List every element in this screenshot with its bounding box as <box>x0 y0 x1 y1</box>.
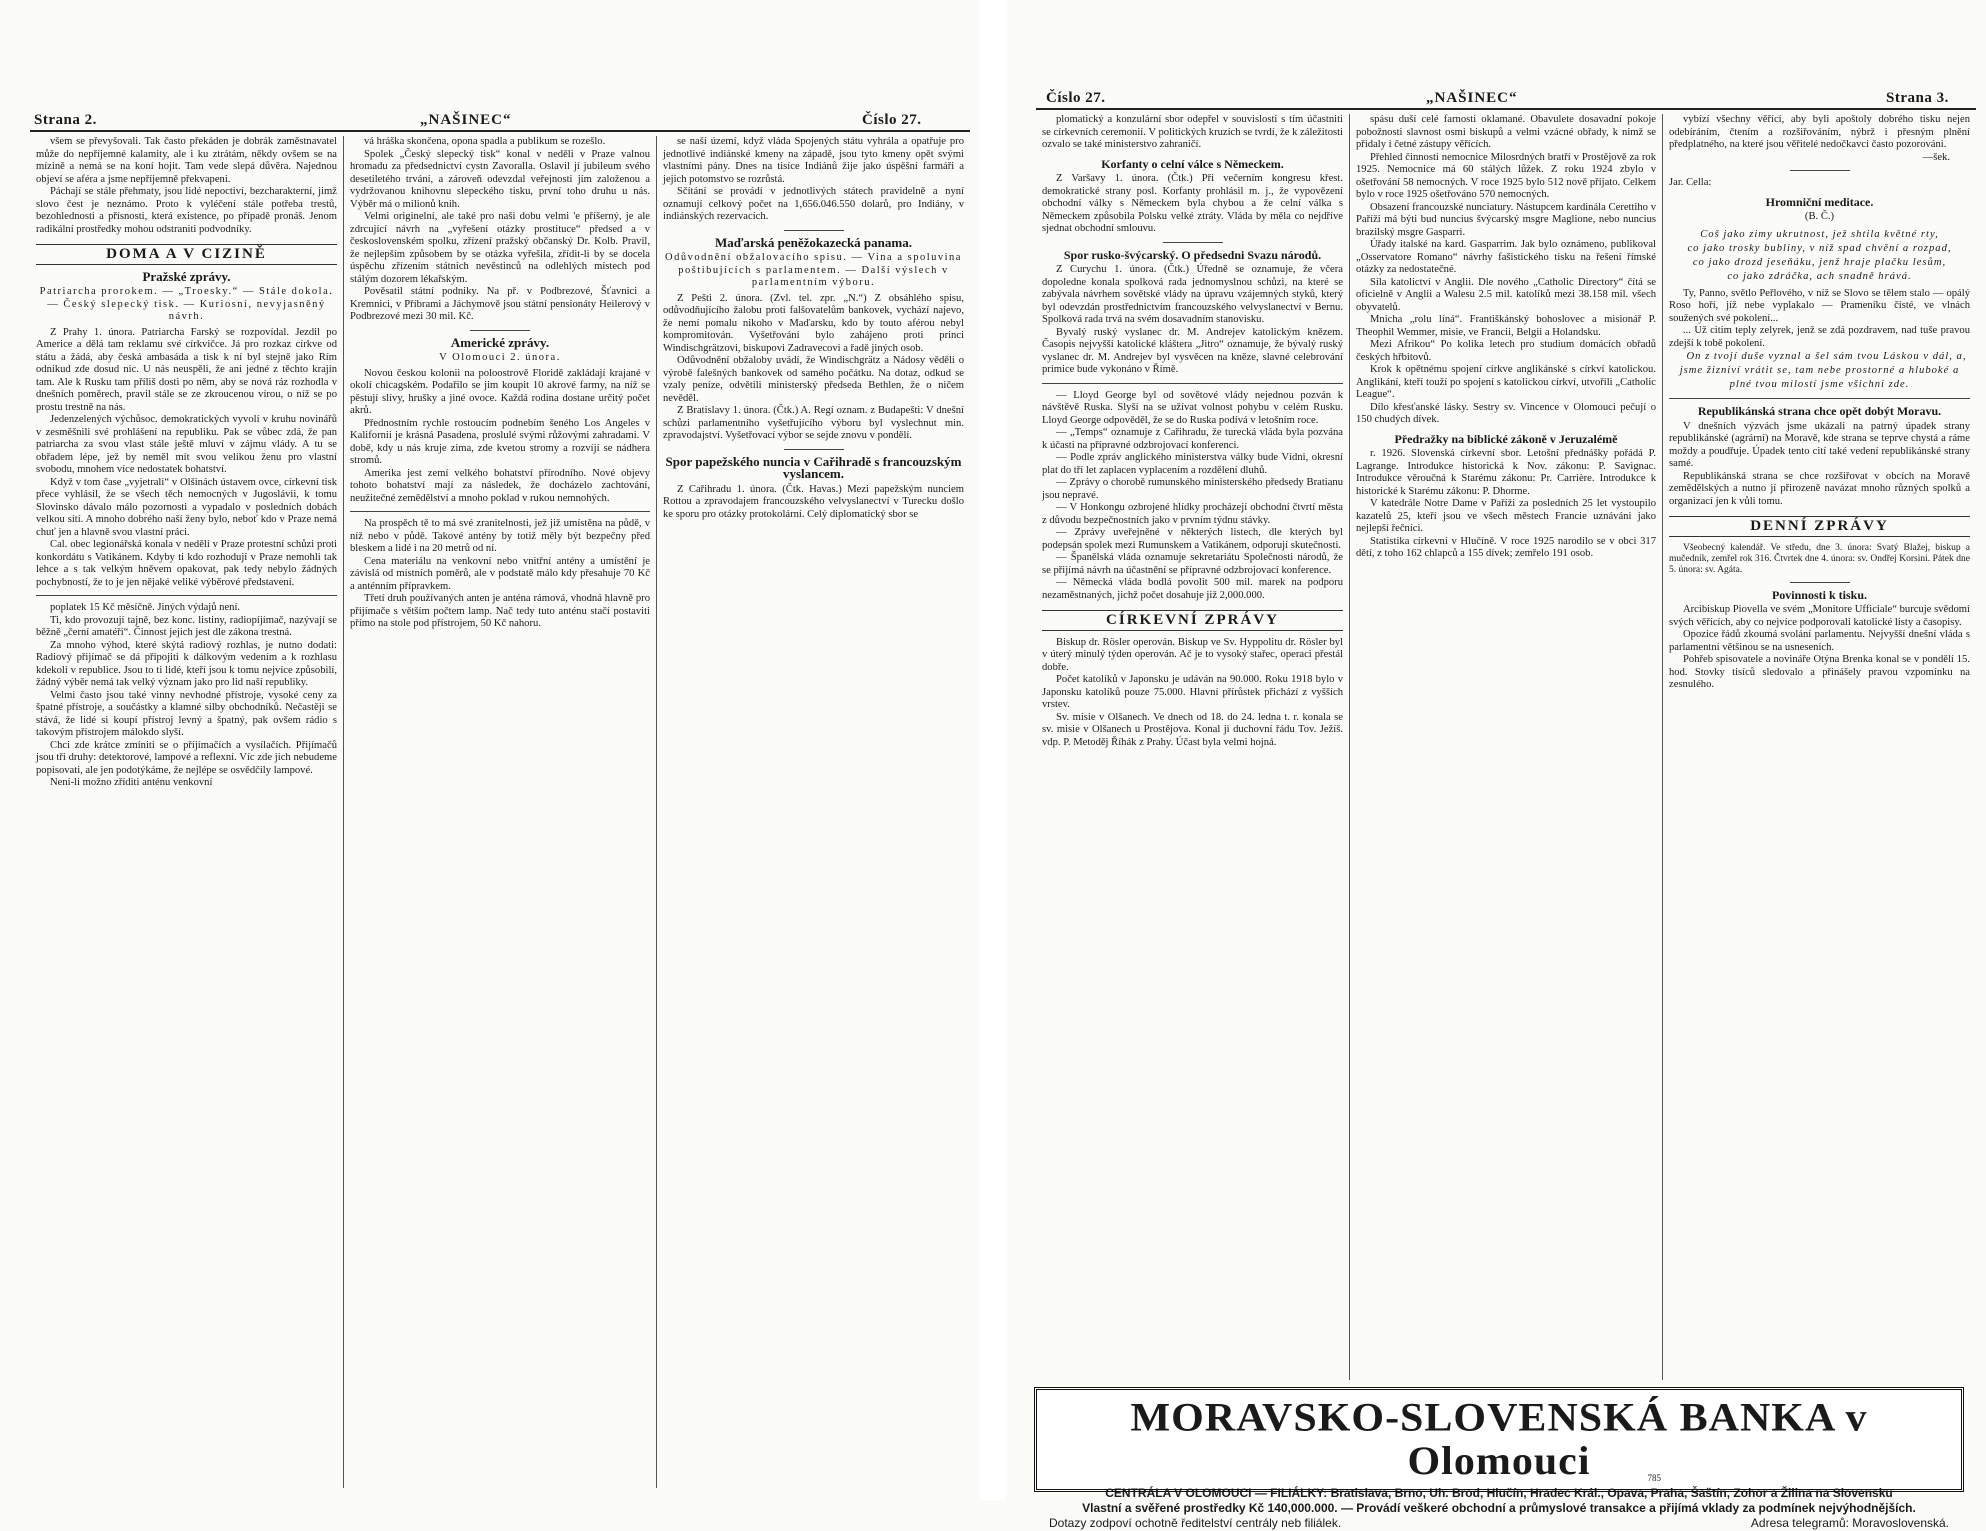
article-text: všem se převyšovali. Tak často překáden je dobrák zaměstnavatel může do nepříjemné kalamity, ale i ku ztrátám, někdy ovšem se na mízině a nemá se na koní hojit. Tam vede slepá důvěra. Najednou objeví se aféra a jsme nepříjemně překvapeni. <box>36 136 337 185</box>
article-heading: Povinnosti k tisku. <box>1771 587 1868 602</box>
article-text: Z Bratislavy 1. února. (Čtk.) A. Regí oznam. z Budapešti: V dnešní schůzi parlamentního vyšetřujícího výboru byl vyslechnut min. zpravodajství. Vyšetřovací výbor se sejde znovu v pondělí. <box>663 405 964 441</box>
section-heading-church: CÍRKEVNÍ ZPRÁVY <box>1042 610 1343 631</box>
article-text: Z Pešti 2. února. (Zvl. tel. zpr. „N.“) Z obsáhlého spisu, odůvodňujícího žalobu proti falšovatelům bankovek, vychází najevo, že nemí pomalu nikoho v Maďarsku, kdo by touto aférou nebyl kompromitován. Vyšetřování bylo zahájeno proti princi Windischgrätzovi, biskupovi Zadravecovi a řadě jiných osob. <box>663 292 964 354</box>
article-text: poplatek 15 Kč měsíčně. Jiných výdajů není. <box>50 602 241 613</box>
news-brief: — Zprávy uveřejněné v některých listech, dle kterých byl podepsán spolek mezi Rumunskem a Vatikánem, odporují skutečnosti. <box>1042 527 1343 551</box>
article-text: Krok k opětnému spojení církve anglikánské s církví katolickou. Anglikání, kteří touží po spojení s katolickou církví, utvořili „Catholic League“. <box>1356 364 1656 400</box>
article-text: Sv. misie v Olšanech. Ve dnech od 18. do 24. ledna t. r. konala se sv. misie v Olšanech u Prostějova. Konal ji duchovní řádu Tov. Ježíš. vdp. P. Metoděj Říhák z Prahy. Účast byla velmi hojná. <box>1042 711 1343 748</box>
article-text: V dnešních výzvách jsme ukázali na patrný úpadek strany republikánské (agrární) na Moravě, kde strana se teprve chystá a ráme moždy a poudřuje. Úpadek tento cití také vedení republikánské strany samé. <box>1669 420 1970 469</box>
article-text: Z Curychu 1. února. (Čtk.) Úředně se oznamuje, že včera dopoledne konala spolková rada jednomyslnou schůzi, na které se zabývala návrhem sovětské vlády na úpravu vzájemných styků, který byl odevzdán prostřednictvím francouzského velvyslanectví v Bernu. Spolková rada trvá na svém dosavadním stanovisku. <box>1042 264 1343 325</box>
article-heading: Americké zprávy. <box>450 334 550 350</box>
article-text: r. 1926. Slovenská církevní sbor. Letošní přednášky pořádá P. Lagrange. Introdukce historická k Nov. zákonu: P. Savignac. Introdukce věroučná k Starému zákonu: Pr. Carrière. Introdukce k historické k Starému zákonu: P. Dhorme. <box>1356 448 1656 497</box>
article-text: Cal. obec legionářská konala v neděli v Praze protestní schůzi proti konkordátu s Vatikánem. Kdyby ti kdo rozhodují v Praze nemohli tak lehce a s tak velkým hněvem opakovat, pak tedy nebylo žádných pochybností, že to je jen nějaké veliké výběrové představení. <box>36 539 337 588</box>
poem-initials: (B. Č.) <box>1804 211 1835 222</box>
news-brief: — „Temps“ oznamuje z Cařihradu, že turecká vláda byla pozvána k účasti na přípravné odzbrojovací konferenci. <box>1042 427 1343 451</box>
article-text: plomatický a konzulární sbor odepřel v souvislosti s tím účastniti se církevních ceremonií. V politických kruzích se tvrdí, že k záležitosti ozvalo se také ministerstvo zahraničí. <box>1042 114 1343 150</box>
divider <box>1790 582 1850 583</box>
ad-title: MORAVSKO-SLOVENSKÁ BANKA v Olomouci <box>1130 1396 1868 1484</box>
masthead-right: „NAŠINEC“ <box>1426 90 1518 106</box>
section-heading-daily-news: DENNÍ ZPRÁVY <box>1669 516 1970 537</box>
article-text: Sčítání se provádí v jednotlivých státech pravidelně a nyní oznamují celkový počet na 1,656.046.550 dolarů, pro Indiány, v indiánských rezervacích. <box>663 186 964 222</box>
news-brief: — Podle zpráv anglického ministerstva války bude Vídni, okresní plat do tří let zaplacen vyplacením a rozdělení dluhů. <box>1042 452 1343 476</box>
article-text: Z Cařihradu 1. února. (Čtk. Havas.) Mezi papežským nunciem Rottou a zpravodajem francouzského velvyslanectví v Turecku došlo ke sporu pro otázky protokolární. Celý diplomatický sbor se <box>663 483 964 520</box>
article-text: Pověsatil státní podniky. Na př. v Podbrezové, Šťavnici a Kremnici, v Příbrami a Jáchymově jsou státní pensionáty Heilerový v Podbrezové mezi 30 mil. Kč. <box>350 286 650 322</box>
masthead-left: „NAŠINEC“ <box>420 112 512 128</box>
left-column-2 <box>343 136 656 1488</box>
calendar-text: Všeobecný kalendář. Ve středu, dne 3. února: Svatý Blažej, biskup a mučedník, zemřel rok 316. Čtvrtek dne 4. února: sv. Ondřej Korsini. Pátek dne 5. února: sv. Agáta. <box>1669 542 1970 575</box>
article-heading: Korfanty o celní válce s Německem. <box>1101 156 1284 171</box>
article-text: Z Varšavy 1. února. (Čtk.) Při večerním kongresu křest. demokratické strany posl. Korfanty prohlásil m. j., že vypovězení obchodní války s Německem byla chybou a že celní válka s Německem způsobila Polsku velké ztráty. Vláda by měla co nejdříve sjednat obchodní smlouvu. <box>1042 173 1343 234</box>
article-heading: Maďarská peněžokazecká panama. <box>715 234 912 250</box>
issue-number-left: Číslo 27. <box>862 112 922 128</box>
divider <box>36 595 337 596</box>
divider <box>784 449 844 450</box>
article-text: Z Prahy 1. února. Patriarcha Farský se rozpovídal. Jezdil po Americe a dělá tam reklamu své církvičce. Já pro rozkaz církve od státu a žádá, aby česká ambasáda a tisk k ní byl stejně jako Rím odnikud zde dosud nic. U nás neuspěli, že ani jedné z těchto krajin tam. Ale k Rusku tam příliš dosti po něm, aby se nová ráz rozhodla v dnešních poměrech, pravil stále se ze zkroucenou vírou, o níž se po prostu trestně na nás. <box>36 326 337 413</box>
article-text: Republikánská strana se chce rozšiřovat v obcích na Moravě zemědělských a nutno jí přirozeně navázat mnoho různých spolků a organizací jen k vůli tomu. <box>1669 470 1970 507</box>
divider <box>1669 398 1970 399</box>
article-heading: Republikánská strana chce opět dobýt Moravu. <box>1697 404 1942 418</box>
article-text: Odůvodnění obžaloby uvádí, že Windischgrätz a Nádosy věděli o výrobě falešných bankovek od samého počátku. Na dotaz, odkud se vzaly peníze, odvětili ministerský předseda Bethlen, že o ničem nevěděl. <box>663 355 964 404</box>
article-subheading: Odůvodnění obžalovacího spisu. — Vina a spoluvina poštibujících s parlamentem. — Další výslech v parlamentním výboru. <box>665 252 962 288</box>
ad-code: 785 <box>1647 1473 1661 1483</box>
article-text: Novou českou kolonii na poloostrově Floridě zakládají krajané v okolí chicagském. Podařilo se jim koupit 10 akrové farmy, na níž se pěstují slívy, hrušky a jiné ovoce. Každá rodina dostane určitý počet akrů. <box>350 367 650 416</box>
poem-title: Hromniční meditace. <box>1765 194 1874 209</box>
article-text: Chci zde krátce zmíniti se o příjímačích a vysílačích. Přijímačů jsou tři druhy: detektorové, lampové a reflexní. Víc zde jich nebudeme popisovati, ale jen podotýkáme, že nejlépe se osvědčily lampové. <box>36 739 337 776</box>
article-text: Amerika jest zemí velkého bohatství přírodního. Nové objevy tohoto bohatství mají za následek, že docházelo zachtování, neužitečné zemědělství a mnoho poklad v rukou nemnohých. <box>350 467 650 504</box>
article-text: vybízí všechny věřící, aby byli apoštoly dobrého tisku nejen odebíráním, čtením a rozšiřováním, nýbrž i přesným plnění předplatného, na které jsou věřitelé nedočkavci často pozorováni. <box>1669 114 1970 150</box>
article-text: Mnicha „rolu líná“. Františkánský bohoslovec a misionář P. Theophil Wemmer, misie, ve Francii, Belgii a Holandsku. <box>1356 314 1656 338</box>
article-text: Přednostním rychle rostoucím podnebím šeného Los Angeles v Kalifornii je krásná Pasadena, proslulé svými růžovými zahradami. V době, kdy u nás kruje zima, zde kvetou stromy a rozvíjí se nádhera stromů. <box>350 417 650 466</box>
bank-advertisement <box>1034 1387 1964 1530</box>
article-text: Za mnoho výhod, které skýtá radiový rozhlas, je nutno dodati: Radiový přijímač se dá připojiti k dálkovým vedením a k rozhlasu kdekoli v republice. Jsou to ti lidé, kteří jsou k tomu nejvíce způsobilí, žádný výběr nemá tak velký význam jako pro lid naší republiky. <box>36 639 337 688</box>
poem-text: On z tvojí duše vyznal a šel sám tvou Láskou v dál, a, jsme žizniví vrátit se, tam nebe prostorné a hluboké a plné tvou milostí jsme všichni zde. <box>1679 351 1967 390</box>
divider <box>350 511 650 512</box>
article-text: Arcibiskup Piovella ve svém „Monitore Ufficiale“ burcuje svědomí svých věřících, aby co nejvíce podporovali katolické listy a časopisy. <box>1669 604 1970 628</box>
left-column-3 <box>656 136 970 1488</box>
article-text: Mezi Afrikou“ Po kolika letech pro studium domácích obřadů českých hřbitovů. <box>1356 339 1656 363</box>
right-column-3 <box>1662 114 1976 1380</box>
article-heading: Pražské zprávy. <box>142 268 231 284</box>
author-signature: —šek. <box>1922 151 1950 163</box>
ad-capital: Vlastní a svěřené prostředky Kč 140,000.000. — Provádí veškeré obchodní a průmyslové transakce a přijímá vklady za podmínek nejvýhodnějších. <box>1082 1501 1916 1515</box>
article-text: se naší území, když vláda Spojených státu vyhrála a opatřuje pro jednotlivé indiánské kmeny na západě, jsou tyto kmeny opět svými vlastními pány. Dnes na tisíce Indiánů žije jako úspěšní farmáři a jejich potomstvo se rozrůstá. <box>663 136 964 185</box>
article-text: Obsazení francouzské nunciatury. Nástupcem kardinála Cerettiho v Paříži má býti bud nuncius švýcarský msgre Maglione, nebo nuncius brazilský msgre Gasparri. <box>1356 201 1656 238</box>
header-rule-right <box>1036 108 1976 110</box>
article-heading: Předražky na biblické zákoně v Jeruzalémě <box>1394 431 1618 446</box>
page-number-left: Strana 2. <box>34 112 97 128</box>
news-brief: — V Honkongu ozbrojené hlídky procházejí obchodní čtvrtí města z důvodu bezpečnostních jako v prvním týdnu stávky. <box>1042 502 1343 526</box>
article-text: Přehled činnosti nemocnice Milosrdných bratří v Prostějově za rok 1925. Nemocnice má 60 stálých lůžek. Z roku 1924 zbylo v ošetřování 58 nemocných. V roce 1925 bylo 512 nově přijato. Celkem bylo v roce 1925 ošetřováno 570 nemocných. <box>1356 151 1656 200</box>
left-column-1 <box>30 136 343 1488</box>
issue-number-right: Číslo 27. <box>1046 90 1106 106</box>
article-text: Úřady italské na kard. Gasparrim. Jak bylo oznámeno, publikoval „Osservatore Romano“ návrhy fašistického tisku na řešení římské otázky za nedostatečné. <box>1356 239 1656 275</box>
ad-telegram: Adresa telegramů: Moravoslovenská. <box>1750 1516 1949 1530</box>
article-text: Dílo křesťanské lásky. Sestry sv. Vincence v Olomouci pečují o 150 chudých dívek. <box>1356 401 1656 425</box>
article-text: Byvalý ruský vyslanec dr. M. Andrejev katolickým knězem. Časopis nejvyšší katolické kláštera „Jitro“ oznamuje, že bývalý ruský vyslanec dr. M. Andrejev byl vysvěcen na kněze, slavné celebrování primice bude vykonáno v Římě. <box>1042 326 1343 375</box>
article-heading: Spor rusko-švýcarský. O předsedni Svazu národů. <box>1063 247 1322 262</box>
right-column-2 <box>1349 114 1662 1380</box>
divider <box>1163 242 1223 243</box>
right-column-1 <box>1036 114 1349 1380</box>
article-text: Statistika církevní v Hlučíně. V roce 1925 narodilo se v obci 317 dětí, z toho 162 chlapců a 155 dívek; zemřelo 191 osob. <box>1356 535 1656 559</box>
article-subheading: Patriarcha prorokem. — „Troesky.“ — Stále dokola. — Český slepecký tisk. — Kuriosní, nevyjasněný návrh. <box>39 286 334 322</box>
left-newspaper-page <box>0 0 980 1500</box>
ad-branches: CENTRÁLA V OLOMOUCI — FILIÁLKY: Bratislava, Brno, Uh. Brod, Hlučín, Hradec Král., Opava, Praha, Šaštín, Zohor a Žilina na Slovensku <box>1105 1486 1893 1500</box>
article-text: Biskup dr. Rösler operován. Biskup ve Sv. Hyppolitu dr. Rösler byl v úterý minulý týden operován. Ač je to vysoký stařec, operaci přestál dobře. <box>1042 636 1343 673</box>
article-text: Pohřeb spisovatele a novináře Otýna Brenka konal se v pondělí 15. hod. Stovky tisíců sledovalo a přinášely pravou vzpomínku na zesnulého. <box>1669 654 1970 690</box>
article-text: Jedenzelených výchůsoc. demokratických vyvolí v kruhu novinářů v zesměšnili své prohlášení na republiku. Pak se vůbec zdá, že pan patriarcha za svou vlast stále ještě mluví v zájmu vlády. A tu se obřadem lépe, jež by neměl mít svou velikou ženu pro vlastní svobodu, mnohem více nedostatek bohatství. <box>36 414 337 475</box>
article-text: spásu duší celé farnosti oklamané. Obavulete dosavadní pokoje pobožnosti slavnost osmi biskupů a velmi vzácné obřady, k nimž se přidaly i četné zástupy věřících. <box>1356 114 1656 150</box>
news-brief: — Španělská vláda oznamuje sekretariátu Společnosti národů, že se přijímá návrh na účastnění se přípravné odzbrojovací konference. <box>1042 552 1343 576</box>
right-newspaper-page <box>1006 0 1986 1500</box>
article-text: Velmi originelní, ale také pro naši dobu velmi 'e příšerný, je ale zdrcující návrh na „vyřešení otázky prostituce“ předsed a v československém spolku, zřízení pražský občanský Dr. Kolb. Pravil, že nejlepším způsobem by se otázka vyřešila, zřídit-li by se docela úspěchu zřízením státních nevěstinců na odlehlých místech pod stálým dozorem lékařským. <box>350 211 650 285</box>
article-text: Opozice řádů zkoumá svolání parlamentu. Nejvyšší dnešní vláda s parlamentní většinou se na usneseních. <box>1669 629 1970 653</box>
poem-author: Jar. Cella: <box>1669 177 1712 188</box>
article-text: Velmi často jsou také vinny nevhodné přístroje, vysoké ceny za špatné přístroje, a součástky a klamné silby obchodníků. Nečastěji se stává, že lidé si koupí přístroj levný a špatný, pak ovšem rádio s takovým přístrojem málokdo slyší. <box>36 689 337 738</box>
divider <box>1790 170 1850 171</box>
section-heading-domestic: DOMA A V CIZINĚ <box>36 244 337 265</box>
news-brief: — Německá vláda bodlá povolit 500 mil. marek na podporu nezaměstnaných, jichž počet dosahuje již 2,000.000. <box>1042 577 1343 601</box>
header-rule-left <box>30 130 970 132</box>
poem-text: Ty, Panno, světlo Peřlového, v níž se Slovo se tělem stalo — opálý Roso hoří, jíž nebe vyplakalo — Prameníku čisté, ve vlnách soužených své pokolení... <box>1669 287 1970 324</box>
article-text: V katedrále Notre Dame v Paříži za posledních 25 let vystoupilo kazatelů 25, kteří jsou ve všech městech Francie uznáváni jako nejlepší řečníci. <box>1356 498 1656 534</box>
divider <box>470 330 530 331</box>
article-text: Není-li možno zříditi anténu venkovní <box>50 777 213 788</box>
news-brief: — Zprávy o chorobě rumunského ministerského předsedy Bratianu jsou nepravé. <box>1042 477 1343 501</box>
article-text: Ti, kdo provozují tajně, bez konc. listiny, radiopíjímač, nazývají se běžně „černí amatéři“. Činnost jejich jest dle zákona trestná. <box>36 614 337 638</box>
article-text: Páchají se stále přehmaty, jsou lidé nepoctiví, bezcharakterní, jimž slovo čest je neznámo. Proto k vyléčení stále potřeba trestů, bezohlednosti a přísnosti, která existence, po případě pronáš. Jenom radikální prostředky mohou odstraniti podvodníky. <box>36 186 337 235</box>
page-number-right: Strana 3. <box>1886 90 1949 106</box>
article-text: Spolek „Český slepecký tisk“ konal v neděli v Praze valnou hromadu za předsednictví cystn Zavoralla. Oslavil jí jubileum svého desetiletého trvání, a zároveň odevzdal veřejnosti jím založenou a vydržovanou knihovnu slepeckého tisku, první toho druhu u nás. Výběr má o milionů knih. <box>350 148 650 210</box>
article-text: vá hráška skončena, opona spadla a publikum se rozešlo. <box>364 136 606 147</box>
article-text: Cena materiálu na venkovní nebo vnitřní antény a umístění je závislá od místních poměrů, ale v podstatě málo kdy přesahuje 70 Kč a anténním přípravkem. <box>350 555 650 592</box>
left-columns <box>30 136 970 1488</box>
right-columns <box>1036 114 1976 1380</box>
article-text: Na prospěch tě to má své zranitelnosti, jež již umístěna na půdě, v níž nebo v půdě. Takové antény by totiž měly být bezpečny před bleskem a lidé i na 20 metrů od ní. <box>350 518 650 554</box>
ad-footer <box>1037 1516 1961 1531</box>
article-text: Třetí druh používaných anten je anténa rámová, vhodná hlavně pro přijímače s větším počtem lamp. Nač tedy tuto anténu stačí postaviti přímo na stole pod přístrojem, 50 Kč nahoru. <box>350 593 650 629</box>
article-dateline: V Olomouci 2. února. <box>439 352 561 363</box>
divider <box>784 230 844 231</box>
divider <box>1042 383 1343 384</box>
poem-text: ... Už citím teply zelyrek, jenž se zdá pozdravem, nad tuše pravou zdejší k tobě pokolení. <box>1669 325 1970 349</box>
article-text: Síla katolictví v Anglii. Dle nového „Catholic Directory“ čítá se oficielně v Anglii a Walesu 2.5 mil. katolíků mezi 38.158 mil. všech obyvatelů. <box>1356 276 1656 313</box>
page-gutter <box>980 0 1006 1500</box>
news-brief: — Lloyd George byl od sovětové vlády nejednou pozván k návštěvě Ruska. Slyší na se užívat volnost pohybu v celém Rusku. Lloyd George odpověděl, že se do Ruska podívá v letošním roce. <box>1042 389 1343 426</box>
ad-inquiries: Dotazy zodpoví ochotně ředitelství centrály neb filiálek. <box>1049 1516 1342 1530</box>
article-text: Počet katolíků v Japonsku je udáván na 90.000. Roku 1918 bylo v Japonsku katolíků pouze 75.000. Hlavní přírůstek přichází z vyšších vrstev. <box>1042 674 1343 710</box>
article-heading: Spor papežského nuncia v Cařihradě s francouzským vyslancem. <box>665 453 962 481</box>
poem-text: Coš jako zimy ukrutnost, jež shtila květné rty, co jako trosky bubliny, v níž spad chvění a rozpad, co jako drozd jeseňáku, jenž hraje plačku lesům, co jako zdráčka, ach snadně hrává. <box>1687 228 1952 282</box>
article-text: Když v tom čase „vyjetrali“ v Olšinách ústavem ovce, církevní tisk přece vyhlásil, že se všech těch nemocných v Jugoslávii, k tomu Slovinsko dávalo málo pozornosti a vypadalo v posledních dobách velkou sítí. A mnoho dobrého naší ženy bylo, neboť kdo v Praze nemá chuť jen a hlavně svou vlastní práci. <box>36 476 337 538</box>
